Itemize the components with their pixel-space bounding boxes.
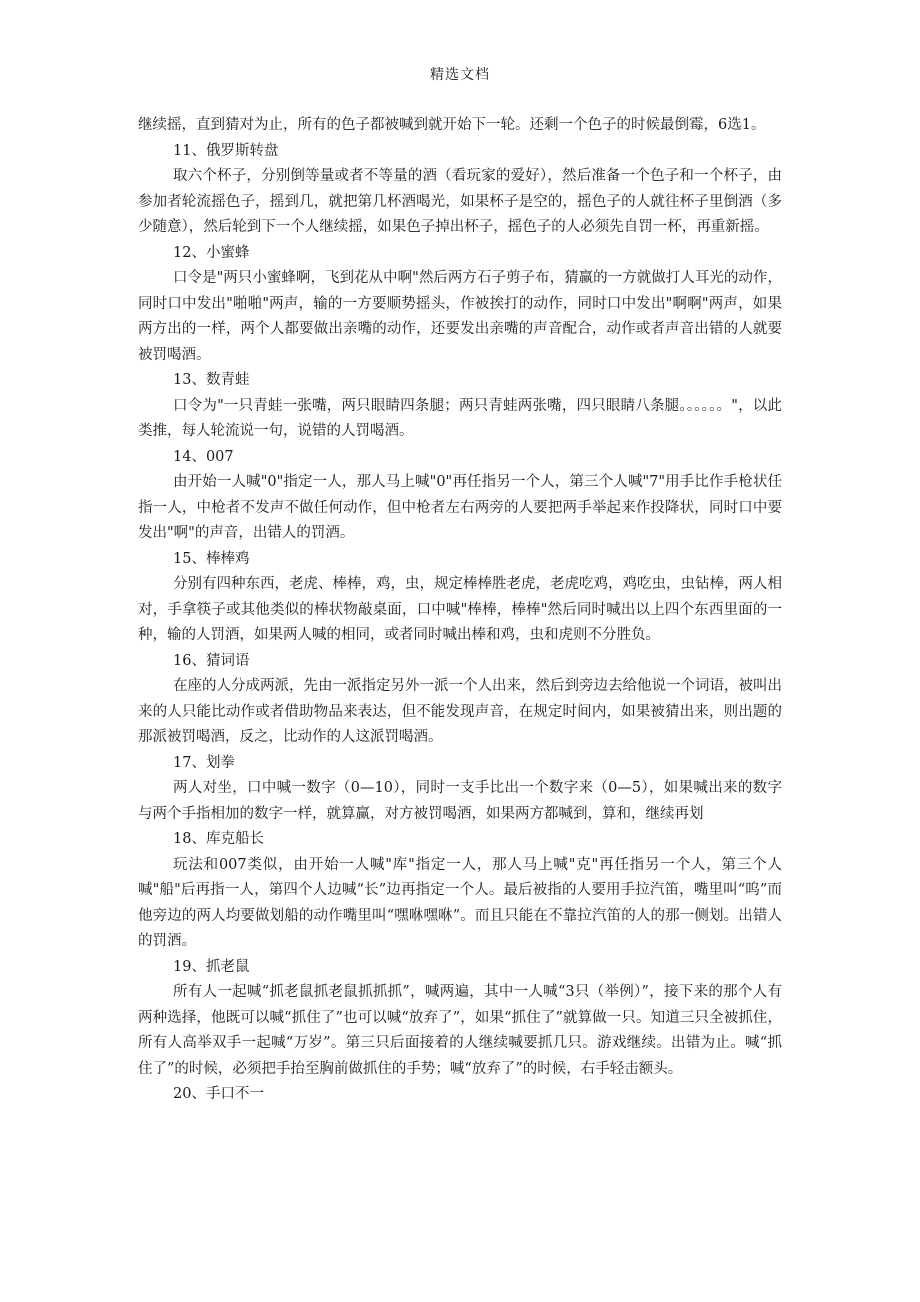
page-header: 精选文档	[430, 67, 490, 83]
paragraph-007: 由开始一人喊"0"指定一人，那人马上喊"0"再任指另一个人，第三个人喊"7"用手比作手枪状任指一人，中枪者不发声不做任何动作，但中枪者左右两旁的人要把两手举起来作投降状，同时口中要发出"啊"的声音，出错人的罚酒。	[138, 474, 782, 541]
paragraph-catch-mice: 所有人一起喊“抓老鼠抓老鼠抓抓抓”，喊两遍，其中一人喊“3只（举例）”，接下来的那个人有两种选择，他既可以喊“抓住了”也可以喊“放弃了”，如果“抓住了”就算做一只。知道三只全被抓住，所有人高举双手一起喊“万岁”。第三只后面接着的人继续喊要抓几只。游戏继续。出错为止。喊“抓住了”的时候，必须把手抬至胸前做抓住的手势；喊“放弃了”的时候，右手轻击额头。	[138, 984, 782, 1077]
paragraph-russian-roulette: 取六个杯子，分别倒等量或者不等量的酒（看玩家的爱好），然后准备一个色子和一个杯子，由参加者轮流摇色子，摇到几，就把第几杯酒喝光，如果杯子是空的，摇色子的人就往杯子里倒酒（多少随意），然后轮到下一个人继续摇，如果色子掉出杯子，摇色子的人必须先自罚一杯，再重新摇。	[138, 168, 782, 235]
section-heading-guess-words: 16、猜词语	[173, 652, 250, 669]
section-heading-captain-cook: 18、库克船长	[173, 831, 264, 847]
section-heading-russian-roulette: 11、俄罗斯转盘	[173, 142, 279, 159]
section-heading-catch-mice: 19、抓老鼠	[173, 958, 250, 975]
paragraph-continuation: 继续摇，直到猜对为止，所有的色子都被喊到就开始下一轮。还剩一个色子的时候最倒霉，6选1。	[138, 117, 766, 133]
paragraph-little-bee: 口令是"两只小蜜蜂啊，飞到花从中啊"然后两方石子剪子布，猜赢的一方就做打人耳光的动作，同时口中发出"啪啪"两声，输的一方要顺势摇头，作被挨打的动作，同时口中发出"啊啊"两声，如果两方出的一样，两个人都要做出亲嘴的动作，还要发出亲嘴的声音配合，动作或者声音出错的人就要被罚喝酒。	[138, 270, 782, 363]
paragraph-count-frogs: 口令为"一只青蛙一张嘴，两只眼睛四条腿；两只青蛙两张嘴，四只眼睛八条腿。。。。。。"，以此类推，每人轮流说一句，说错的人罚喝酒。	[138, 397, 782, 439]
paragraph-guess-words: 在座的人分成两派，先由一派指定另外一派一个人出来，然后到旁边去给他说一个词语，被叫出来的人只能比动作或者借助物品来表达，但不能发现声音，在规定时间内，如果被猜出来，则出题的那派被罚喝酒，反之，比动作的人这派罚喝酒。	[138, 678, 782, 745]
section-heading-007: 14、007	[173, 448, 234, 465]
document-body	[138, 113, 782, 1108]
paragraph-captain-cook: 玩法和007类似，由开始一人喊"库"指定一人，那人马上喊"克"再任指另一个人，第三个人喊"船"后再指一人，第四个人边喊“长”边再指定一个人。最后被指的人要用手拉汽笛，嘴里叫“呜”而他旁边的两人均要做划船的动作嘴里叫“嘿咻嘿咻”。而且只能在不靠拉汽笛的人的那一侧划。出错人的罚酒。	[138, 856, 782, 949]
paragraph-stick-chicken: 分别有四种东西，老虎、棒棒，鸡，虫，规定棒棒胜老虎，老虎吃鸡，鸡吃虫，虫钻棒，两人相对，手拿筷子或其他类似的棒状物敲桌面，口中喊"棒棒，棒棒"然后同时喊出以上四个东西里面的一种，输的人罚酒，如果两人喊的相同，或者同时喊出棒和鸡，虫和虎则不分胜负。	[138, 576, 782, 643]
section-heading-hand-mouth: 20、手口不一	[173, 1086, 264, 1102]
paragraph-finger-guessing: 两人对坐，口中喊一数字（0—10），同时一支手比出一个数字来（0—5），如果喊出来的数字与两个手指相加的数字一样，就算赢，对方被罚喝酒，如果两方都喊到，算和，继续再划	[138, 780, 782, 822]
section-heading-finger-guessing: 17、划拳	[173, 754, 235, 771]
section-heading-count-frogs: 13、数青蛙	[173, 372, 250, 388]
section-heading-stick-chicken: 15、棒棒鸡	[173, 550, 250, 567]
section-heading-little-bee: 12、小蜜蜂	[173, 244, 250, 261]
